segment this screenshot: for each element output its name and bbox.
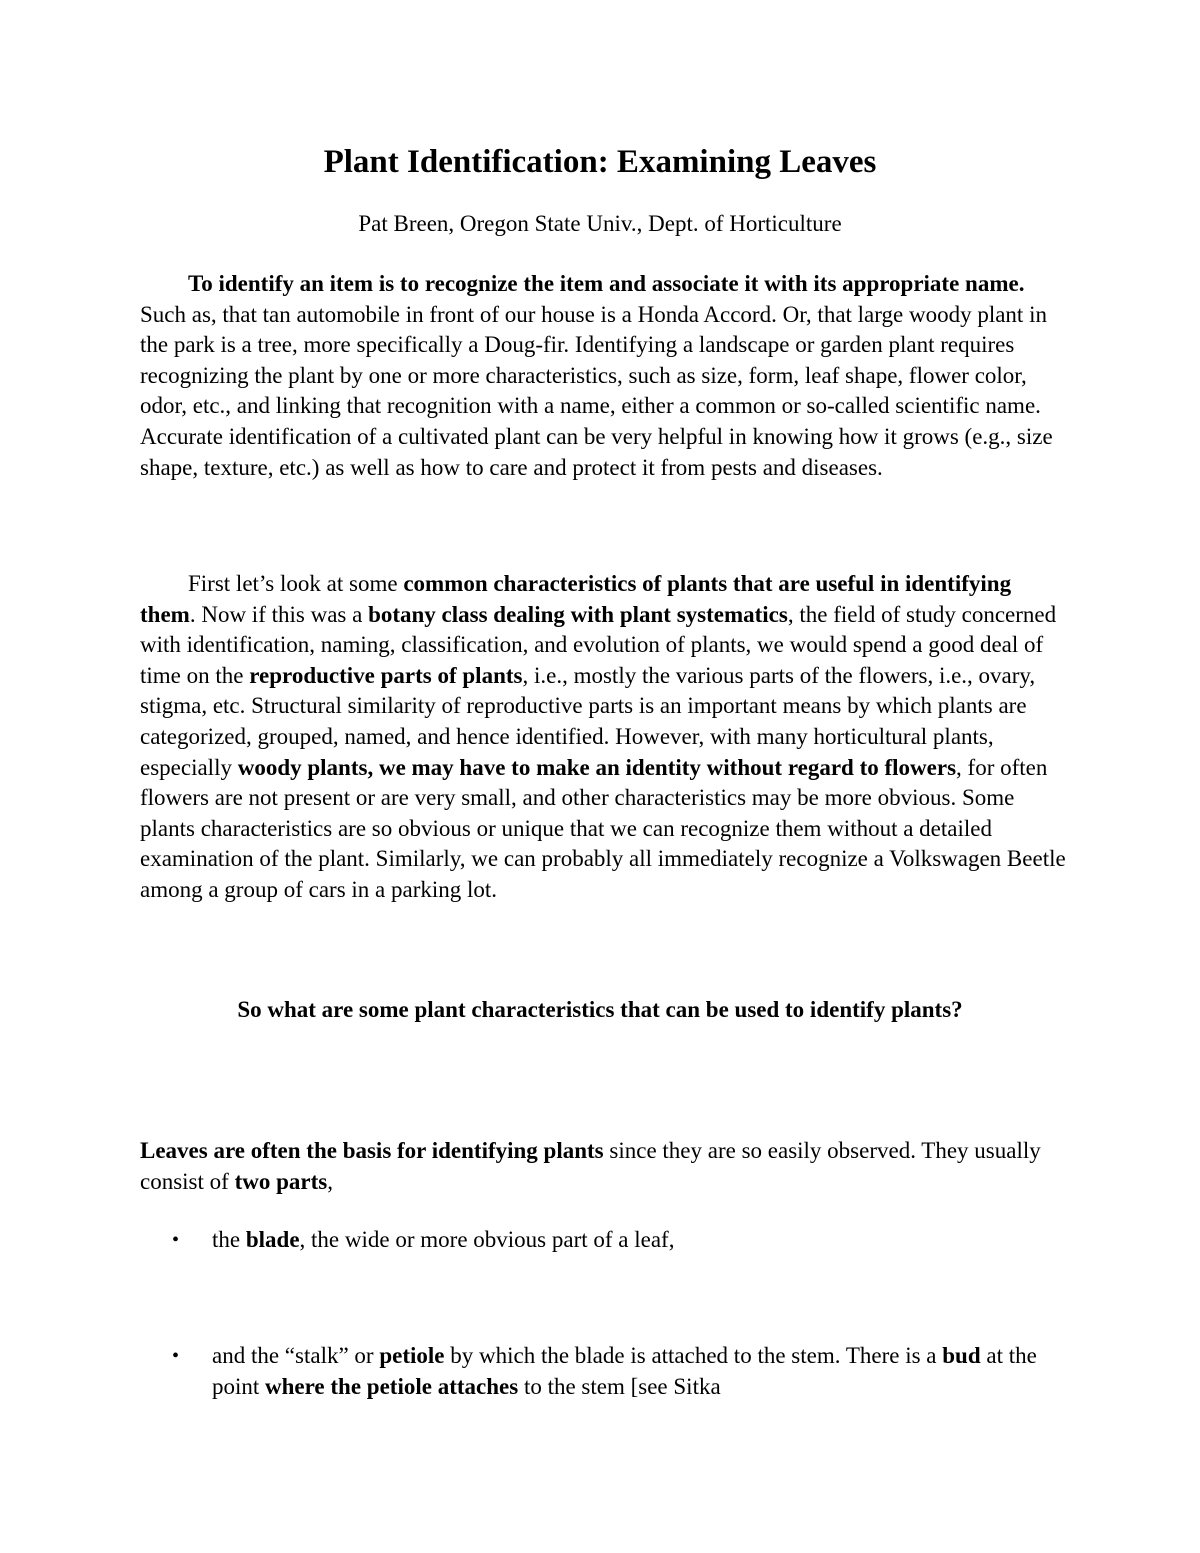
bullet-icon: • [172, 1345, 180, 1367]
paragraph-text: , i.e., mostly the various parts of the flowers, i.e., ovary, stigma, etc. Structural similarity of reproductive parts is an important means by which plants are categorized, grouped, named, and hence identified. However, with many horticultural plants, especially [140, 662, 1036, 780]
page-title: Plant Identification: Examining Leaves [323, 144, 877, 180]
intro-paragraph [140, 269, 1070, 483]
paragraph-text: Such as, that tan automobile in front of our house is a Honda Accord. Or, that large woody plant in the park is a tree, more specifically a Doug-fir. Identifying a landscape or garden plant requires recognizing the plant by one or more characteristics, such as size, form, leaf shape, flower color, odor, etc., and linking that recognition with a name, either a common or so-called scientific name. Accurate identification of a cultivated plant can be very helpful in knowing how it grows (e.g., size shape, texture, etc.) as well as how to care and protect it from pests and diseases. [140, 301, 1053, 480]
paragraph-text: at the point [212, 1343, 1037, 1399]
paragraph-text: , for often flowers are not present or are very small, and other characteristics may be more obvious. Some plants characteristics are so obvious or unique that we can recognize them without a detailed examination of the plant. Similarly, we can probably all immediately recognize a Volkswagen Beetle among a group of cars in a parking lot. [140, 754, 1066, 902]
leaves-paragraph [140, 1136, 1070, 1197]
paragraph-text: . Now if this was a [189, 601, 369, 627]
characteristics-paragraph [140, 569, 1070, 906]
bold-phrase: Leaves are often the basis for identifying plants [140, 1138, 604, 1163]
bold-phrase: reproductive parts of plants [249, 662, 523, 688]
paragraph-text: , the field of study concerned with identification, naming, classification, and evolution of plants, we would spend a good deal of time on the [140, 601, 1057, 688]
paragraph-text: First let’s look at some [188, 571, 404, 596]
paragraph-text: , the wide or more obvious part of a leaf, [299, 1227, 675, 1252]
paragraph-text: to the stem [see Sitka [518, 1373, 721, 1399]
list-item-blade [172, 1225, 1062, 1256]
paragraph-text: and the “stalk” or [212, 1343, 380, 1368]
bold-phrase: botany class dealing with plant systematics [368, 601, 788, 627]
paragraph-text: by which the blade is attached to the stem. There is a [444, 1343, 943, 1368]
bold-phrase: bud [942, 1343, 981, 1368]
bullet-icon: • [172, 1229, 180, 1251]
list-item-text [212, 1225, 1062, 1256]
bold-phrase: where the petiole attaches [265, 1373, 519, 1399]
bold-phrase: two parts [234, 1168, 328, 1194]
question-heading: So what are some plant characteristics that can be used to identify plants? [237, 997, 963, 1022]
list-item-petiole [172, 1341, 1062, 1402]
paragraph-text: since they are so easily observed. They usually consist of [140, 1138, 1041, 1194]
bold-phrase: blade [245, 1227, 300, 1252]
paragraph-text: , [327, 1168, 333, 1194]
bold-phrase: common characteristics of plants that are useful in identifying them [140, 571, 1012, 627]
bold-phrase: To identify an item is to recognize the item and associate it with its appropriate name. [188, 271, 1025, 296]
paragraph-text: the [212, 1227, 246, 1252]
bold-phrase: woody plants, we may have to make an identity without regard to flowers [237, 754, 957, 780]
author-line: Pat Breen, Oregon State Univ., Dept. of Horticulture [358, 211, 842, 236]
list-item-text [212, 1341, 1062, 1402]
bold-phrase: petiole [379, 1343, 445, 1368]
